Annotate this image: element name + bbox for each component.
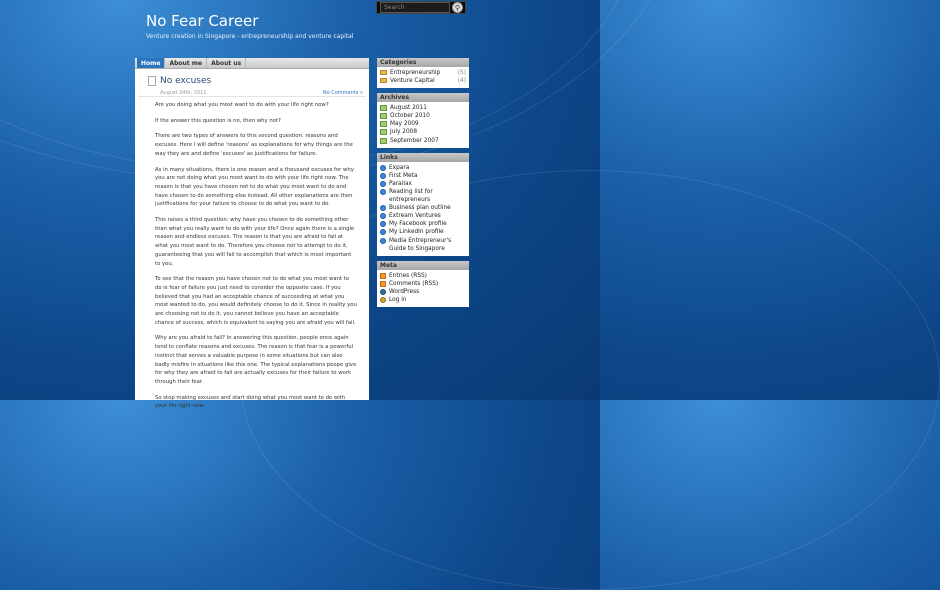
meta-item <box>380 272 466 280</box>
entries-rss-link[interactable]: Entries (RSS) <box>389 272 427 279</box>
blogroll-link[interactable]: My LinkedIn profile <box>389 229 444 236</box>
archive-item <box>380 104 466 112</box>
key-icon <box>380 297 386 303</box>
category-count: (4) <box>457 78 466 85</box>
wordpress-icon <box>380 289 386 295</box>
link-icon <box>380 238 386 244</box>
link-icon <box>380 229 386 235</box>
tab-about-me[interactable]: About me <box>165 58 207 68</box>
blogroll-link[interactable]: Business plan outline <box>389 205 451 212</box>
document-icon <box>148 76 156 86</box>
blogroll-link[interactable]: Reading list for entrepreneurs <box>389 188 433 204</box>
nav-bar <box>135 58 369 69</box>
widget-title: Links <box>377 153 469 162</box>
link-icon <box>380 213 386 219</box>
link-item <box>380 228 466 236</box>
archive-item <box>380 112 466 120</box>
category-link[interactable]: Venture Capital <box>390 78 435 85</box>
comments-rss-link[interactable]: Comments (RSS) <box>389 280 439 287</box>
post-paragraph: This raises a third question: why have you chosen to do something other than what you really want to do with your life? Once again there is a single reason and endless excuses. The reason is that you are afraid to fail at what you most want to do. Therefore you choose not to attempt to do it, guaranteeing that you will fail to accomplish that which is most important to you. <box>155 217 355 267</box>
category-link[interactable]: Entrepreneurship <box>390 70 441 76</box>
folder-icon <box>380 70 387 75</box>
link-item <box>380 237 466 253</box>
blogroll-link[interactable]: Parallax <box>389 180 412 187</box>
category-item <box>380 77 466 85</box>
link-item <box>380 188 466 204</box>
site-tagline: Venture creation in Singapore - entrepreneurship and venture capital <box>146 33 354 40</box>
calendar-icon <box>380 121 387 127</box>
folder-icon <box>380 78 387 83</box>
meta-item <box>380 280 466 288</box>
links-widget <box>377 153 469 256</box>
calendar-icon <box>380 138 387 144</box>
blogroll-link[interactable]: First Meta <box>389 172 418 179</box>
link-icon <box>380 189 386 195</box>
sidebar <box>377 58 469 312</box>
link-icon <box>380 181 386 187</box>
post-date: August 24th, 2011 <box>160 90 207 96</box>
meta-item <box>380 288 466 296</box>
post-comments-link[interactable]: No Comments » <box>322 90 363 96</box>
search-icon: ⚲ <box>454 3 461 12</box>
post-paragraph: To see that the reason you have chosen not to do what you most want to do is fear of failure you just need to consider the opposite case. If you believed that you had an acceptable chance of succeeding at what you most wanted to do, you would definitely choose to do it. Since in reality you are choosing not to do it, you cannot believe you have an acceptable chance of success, which is equivalent to saying you are afraid you will fail. <box>155 276 357 326</box>
post-paragraph: As in many situations, there is one reason and a thousand excuses for why you are not doing what you most want to do with your life right now. The reason is that you have chosen not to do what you most want to do and have chosen to do something else instead. All other explanations are then justifications for your failure to choose to do what you want to do. <box>155 166 354 208</box>
tab-home[interactable]: Home <box>137 58 165 68</box>
calendar-icon <box>380 113 387 119</box>
blogroll-link[interactable]: Media Entrepreneur's Guide to Singapore <box>389 237 452 252</box>
post-paragraph: So stop making excuses and start doing what you most want to do with your life right now. <box>155 394 346 410</box>
archive-item <box>380 137 466 145</box>
link-item <box>380 220 466 228</box>
link-item <box>380 180 466 188</box>
post-paragraph: If the answer this question is no, then why not? <box>155 117 281 124</box>
site-title[interactable]: No Fear Career <box>146 12 259 30</box>
link-item <box>380 172 466 180</box>
categories-widget <box>377 58 469 88</box>
tab-about-us[interactable]: About us <box>207 58 246 68</box>
archive-link[interactable]: August 2011 <box>390 105 427 112</box>
link-icon <box>380 221 386 227</box>
calendar-icon <box>380 129 387 135</box>
category-count: (5) <box>457 70 466 76</box>
wordpress-link[interactable]: WordPress <box>389 288 420 295</box>
blogroll-link[interactable]: My Facebook profile <box>389 221 447 228</box>
link-item <box>380 212 466 220</box>
search-input[interactable] <box>380 2 450 13</box>
search-button[interactable] <box>452 2 463 13</box>
meta-widget <box>377 261 469 307</box>
meta-item <box>380 296 466 304</box>
archive-link[interactable]: May 2009 <box>390 121 419 128</box>
link-icon <box>380 165 386 171</box>
archive-link[interactable]: September 2007 <box>390 137 439 144</box>
calendar-icon <box>380 105 387 111</box>
archive-link[interactable]: July 2008 <box>390 129 418 136</box>
link-item <box>380 164 466 172</box>
archive-item <box>380 128 466 136</box>
blogroll-link[interactable]: Extream Ventures <box>389 213 441 220</box>
widget-title: Meta <box>377 261 469 270</box>
widget-title: Categories <box>377 58 469 67</box>
post-paragraph: There are two types of answers to this second question: reasons and excuses. Here I will define 'reasons' as explanations for why things are the way they are and define 'excuses' as justifications for failure. <box>155 133 353 157</box>
rss-icon <box>380 281 386 287</box>
category-item <box>380 69 466 77</box>
link-icon <box>380 205 386 211</box>
post-body <box>135 97 369 411</box>
widget-title: Archives <box>377 93 469 102</box>
post-header <box>138 69 366 97</box>
link-icon <box>380 173 386 179</box>
link-item <box>380 204 466 212</box>
blogroll-link[interactable]: Expara <box>389 164 410 171</box>
post-title[interactable]: No excuses <box>160 76 212 86</box>
archives-widget <box>377 93 469 147</box>
archive-link[interactable]: October 2010 <box>390 113 430 120</box>
main-content <box>135 58 369 410</box>
post-paragraph: Why are you afraid to fail? In answering this question, people once again tend to conflate reasons and excuses. The reason is that fear is a powerful instinct that serves a valuable purpose in some situations but can also badly misfire in situations like this one. The typical explanations peope give for why they are afraid to fail are actually excuses for their failure to work through their fear. <box>155 335 357 385</box>
rss-icon <box>380 273 386 279</box>
archive-item <box>380 120 466 128</box>
post-paragraph: Are you doing what you most want to do with your life right now? <box>155 102 329 108</box>
login-link[interactable]: Log in <box>389 296 407 303</box>
